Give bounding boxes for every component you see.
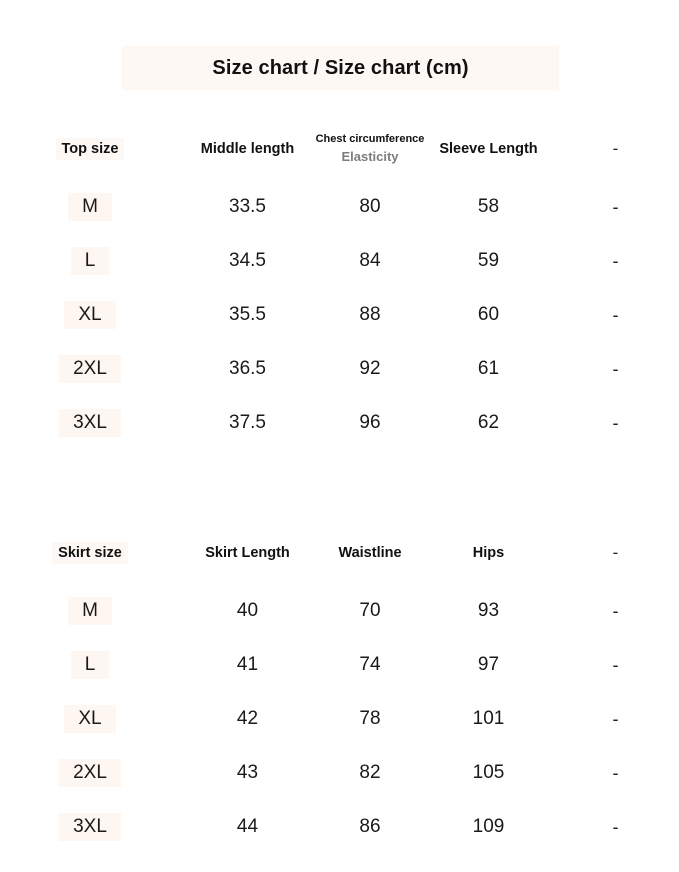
column-header-sublabel: Elasticity (341, 148, 399, 164)
measurement-value: 59 (477, 250, 500, 272)
measurement-cell (315, 816, 425, 838)
measurement-cell (425, 358, 552, 380)
column-header (0, 138, 180, 161)
column-header (552, 139, 679, 159)
page-title-band (122, 46, 559, 90)
measurement-value: 86 (359, 816, 381, 838)
measurement-value: 93 (477, 600, 500, 622)
measurement-cell (315, 762, 425, 784)
measurement-cell (180, 600, 315, 622)
column-header-label: Sleeve Length (439, 140, 538, 157)
column-header (180, 545, 315, 562)
measurement-cell (180, 654, 315, 676)
top-size-chart (0, 118, 679, 450)
measurement-value: 109 (472, 816, 505, 838)
column-header-label: Top size (56, 138, 125, 161)
column-header (425, 141, 552, 158)
column-header-label: - (612, 543, 619, 563)
size-cell (0, 597, 180, 625)
size-label: M (68, 193, 112, 221)
measurement-value: 40 (236, 600, 259, 622)
measurement-cell (425, 412, 552, 434)
measurement-cell (552, 817, 679, 838)
measurement-value: - (612, 816, 619, 837)
size-label: 3XL (59, 409, 121, 437)
measurement-value: 101 (472, 708, 505, 730)
measurement-value: 80 (359, 196, 381, 218)
size-cell (0, 247, 180, 275)
column-header-label: Chest circumference (315, 133, 425, 146)
measurement-cell (180, 250, 315, 272)
size-cell (0, 705, 180, 733)
size-cell (0, 813, 180, 841)
measurement-value: 74 (359, 654, 381, 676)
size-cell (0, 301, 180, 329)
table-row (0, 584, 679, 638)
measurement-cell (315, 654, 425, 676)
measurement-value: - (612, 412, 619, 433)
size-cell (0, 355, 180, 383)
size-cell (0, 759, 180, 787)
size-label: XL (64, 705, 115, 733)
size-label: L (71, 651, 110, 679)
measurement-cell (425, 196, 552, 218)
size-cell (0, 193, 180, 221)
column-header-label: Skirt Length (205, 544, 290, 561)
measurement-value: 105 (472, 762, 505, 784)
size-label: 3XL (59, 813, 121, 841)
table-row (0, 342, 679, 396)
table-header-row (0, 118, 679, 180)
measurement-cell (552, 709, 679, 730)
table-row (0, 638, 679, 692)
measurement-cell (425, 762, 552, 784)
measurement-value: 78 (359, 708, 381, 730)
measurement-value: - (612, 358, 619, 379)
measurement-cell (315, 304, 425, 326)
measurement-cell (552, 763, 679, 784)
measurement-cell (425, 250, 552, 272)
column-header-label: - (612, 139, 619, 159)
measurement-cell (425, 654, 552, 676)
size-label: XL (64, 301, 115, 329)
size-label: 2XL (59, 355, 121, 383)
table-header-row (0, 522, 679, 584)
column-header-label: Skirt size (52, 542, 128, 565)
measurement-value: - (612, 196, 619, 217)
measurement-value: 34.5 (229, 250, 266, 272)
measurement-cell (180, 304, 315, 326)
column-header-label: Middle length (200, 140, 295, 157)
measurement-cell (180, 358, 315, 380)
measurement-value: 44 (236, 816, 259, 838)
measurement-cell (315, 600, 425, 622)
column-header-label: Hips (472, 544, 505, 561)
page-title: Size chart / Size chart (cm) (212, 56, 469, 79)
measurement-value: - (612, 654, 619, 675)
measurement-value: - (612, 762, 619, 783)
table-row (0, 234, 679, 288)
column-header-label: Waistline (338, 544, 402, 561)
measurement-value: 82 (359, 762, 381, 784)
measurement-cell (425, 304, 552, 326)
table-row (0, 288, 679, 342)
table-row (0, 396, 679, 450)
measurement-value: 42 (236, 708, 259, 730)
measurement-value: 84 (359, 250, 381, 272)
measurement-value: 37.5 (229, 412, 266, 434)
measurement-cell (552, 359, 679, 380)
measurement-cell (425, 600, 552, 622)
column-header (425, 545, 552, 562)
measurement-cell (180, 196, 315, 218)
measurement-value: - (612, 304, 619, 325)
skirt-size-chart (0, 522, 679, 854)
measurement-cell (552, 305, 679, 326)
measurement-value: 33.5 (229, 196, 266, 218)
measurement-cell (552, 413, 679, 434)
table-row (0, 692, 679, 746)
measurement-value: - (612, 708, 619, 729)
measurement-cell (315, 196, 425, 218)
measurement-value: 61 (477, 358, 500, 380)
measurement-value: - (612, 250, 619, 271)
column-header (315, 133, 425, 165)
measurement-cell (552, 601, 679, 622)
measurement-cell (552, 197, 679, 218)
size-cell (0, 409, 180, 437)
table-row (0, 800, 679, 854)
column-header (552, 543, 679, 563)
measurement-value: 43 (236, 762, 259, 784)
measurement-cell (315, 708, 425, 730)
measurement-value: 35.5 (229, 304, 266, 326)
size-label: M (68, 597, 112, 625)
table-row (0, 180, 679, 234)
measurement-value: - (612, 600, 619, 621)
measurement-value: 92 (359, 358, 381, 380)
table-row (0, 746, 679, 800)
measurement-value: 70 (359, 600, 381, 622)
measurement-value: 88 (359, 304, 381, 326)
measurement-value: 58 (477, 196, 500, 218)
measurement-value: 97 (477, 654, 500, 676)
measurement-value: 96 (359, 412, 381, 434)
measurement-cell (180, 762, 315, 784)
column-header (315, 545, 425, 562)
measurement-cell (180, 816, 315, 838)
size-label: L (71, 247, 110, 275)
measurement-cell (315, 412, 425, 434)
measurement-value: 41 (236, 654, 259, 676)
measurement-value: 36.5 (229, 358, 266, 380)
column-header (0, 542, 180, 565)
measurement-cell (552, 655, 679, 676)
measurement-value: 60 (477, 304, 500, 326)
measurement-cell (180, 708, 315, 730)
measurement-cell (425, 816, 552, 838)
measurement-cell (425, 708, 552, 730)
measurement-cell (315, 250, 425, 272)
measurement-cell (315, 358, 425, 380)
column-header (180, 141, 315, 158)
size-label: 2XL (59, 759, 121, 787)
measurement-value: 62 (477, 412, 500, 434)
size-cell (0, 651, 180, 679)
measurement-cell (180, 412, 315, 434)
measurement-cell (552, 251, 679, 272)
